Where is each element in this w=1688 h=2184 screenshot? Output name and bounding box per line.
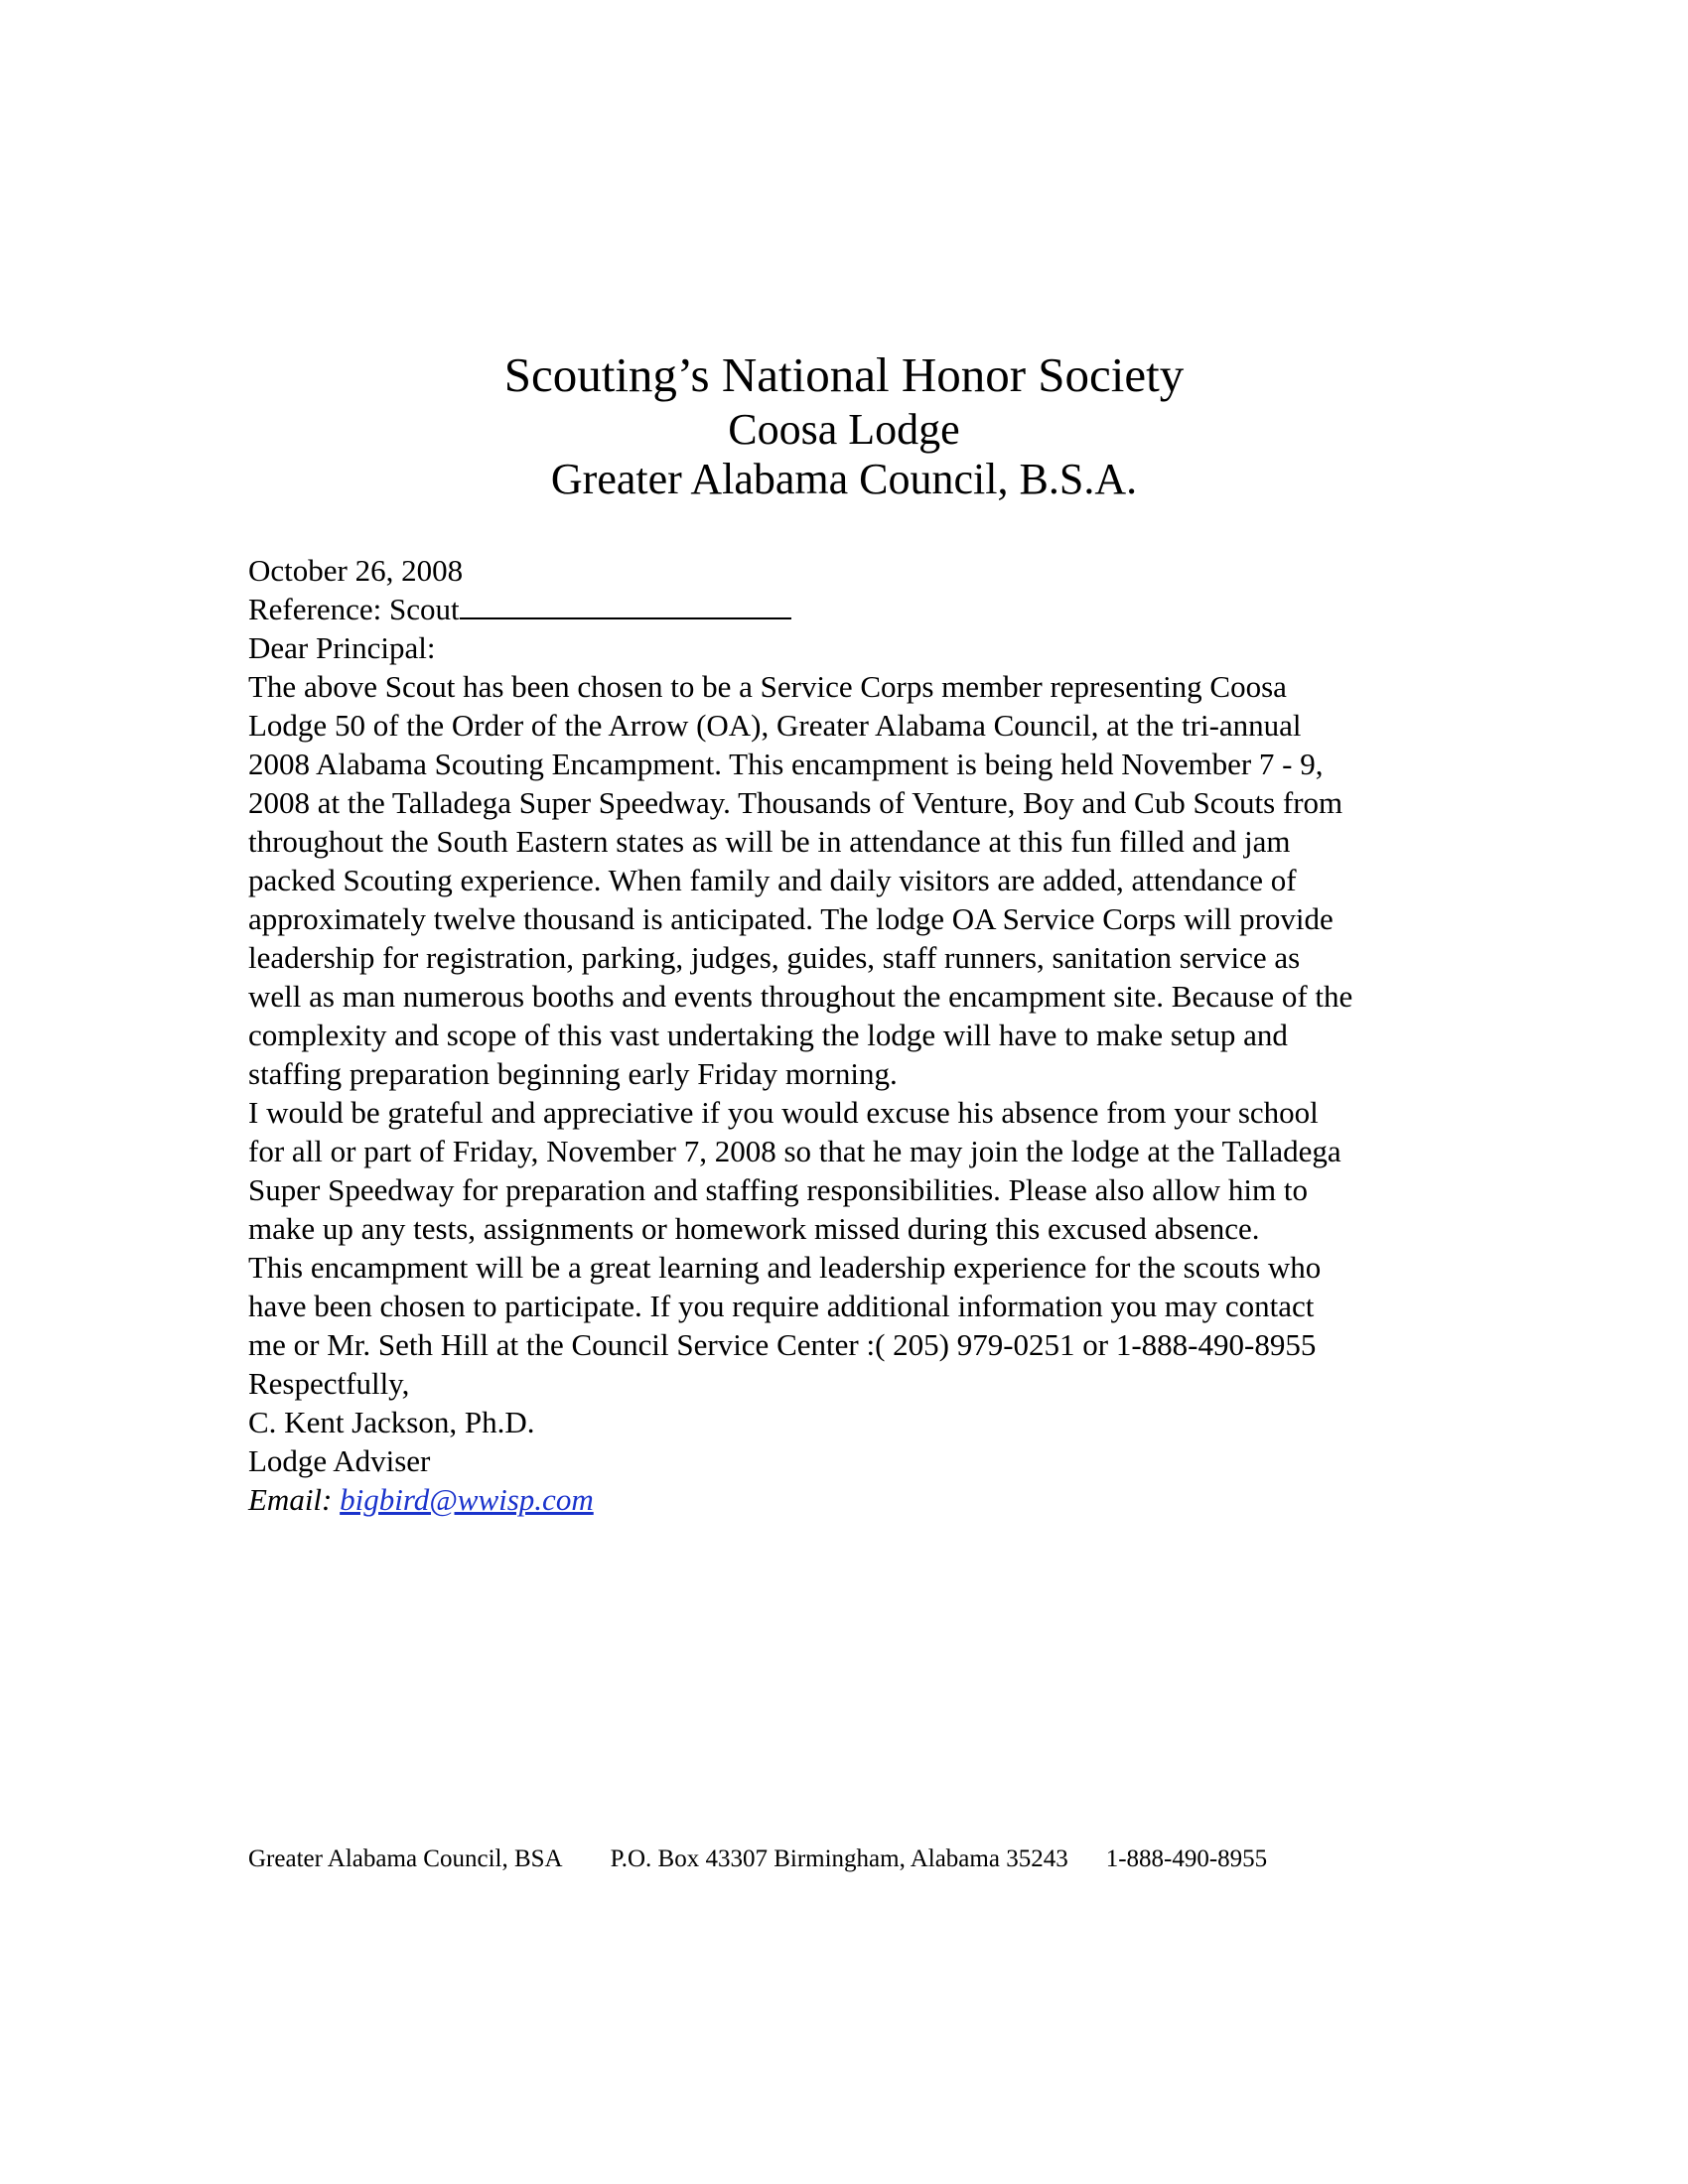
- signature-name: C. Kent Jackson, Ph.D.: [248, 1405, 535, 1439]
- paragraph-3-line: me or Mr. Seth Hill at the Council Service Center :( 205) 979-0251 or 1-888-490-8955: [248, 1327, 1317, 1362]
- reference-label: Reference: Scout: [248, 592, 460, 626]
- paragraph-1-line: staffing preparation beginning early Friday morning.: [248, 1056, 898, 1091]
- salutation: Dear Principal:: [248, 630, 436, 665]
- letterhead: [0, 345, 1688, 504]
- paragraph-1-line: 2008 Alabama Scouting Encampment. This encampment is being held November 7 - 9,: [248, 747, 1324, 781]
- paragraph-2-line: I would be grateful and appreciative if you would excuse his absence from your school: [248, 1095, 1319, 1130]
- paragraph-1-line: packed Scouting experience. When family and daily visitors are added, attendance of: [248, 863, 1297, 897]
- letterhead-council: Greater Alabama Council, B.S.A.: [550, 455, 1138, 503]
- paragraph-1-line: well as man numerous booths and events throughout the encampment site. Because of the: [248, 979, 1353, 1014]
- footer-address: P.O. Box 43307 Birmingham, Alabama 35243: [610, 1845, 1068, 1872]
- paragraph-1-line: The above Scout has been chosen to be a Service Corps member representing Coosa: [248, 669, 1287, 704]
- paragraph-1-line: approximately twelve thousand is anticipated. The lodge OA Service Corps will provide: [248, 901, 1334, 936]
- reference-line: [248, 590, 1460, 628]
- paragraph-2: [248, 1093, 1460, 1248]
- paragraph-1-line: throughout the South Eastern states as will be in attendance at this fun filled and jam: [248, 824, 1291, 859]
- paragraph-1-line: Lodge 50 of the Order of the Arrow (OA), Greater Alabama Council, at the tri-annual: [248, 708, 1302, 743]
- email-label: Email:: [248, 1482, 341, 1517]
- email-link[interactable]: bigbird@wwisp.com: [340, 1482, 594, 1517]
- paragraph-1: [248, 667, 1460, 1093]
- paragraph-3-line: This encampment will be a great learning and leadership experience for the scouts who: [248, 1250, 1322, 1285]
- signature-title: Lodge Adviser: [248, 1443, 431, 1478]
- paragraph-3: [248, 1248, 1460, 1364]
- paragraph-2-line: Super Speedway for preparation and staffing responsibilities. Please also allow him to: [248, 1172, 1308, 1207]
- letter-date: October 26, 2008: [248, 553, 464, 588]
- letter-body: [248, 551, 1460, 1519]
- paragraph-2-line: make up any tests, assignments or homework missed during this excused absence.: [248, 1211, 1260, 1246]
- scout-name-blank[interactable]: [460, 592, 791, 619]
- paragraph-1-line: 2008 at the Talladega Super Speedway. Thousands of Venture, Boy and Cub Scouts from: [248, 785, 1343, 820]
- paragraph-2-line: for all or part of Friday, November 7, 2008 so that he may join the lodge at the Talladega: [248, 1134, 1341, 1168]
- paragraph-1-line: leadership for registration, parking, judges, guides, staff runners, sanitation service as: [248, 940, 1301, 975]
- letterhead-lodge: Coosa Lodge: [728, 405, 960, 454]
- footer-org: Greater Alabama Council, BSA: [248, 1845, 563, 1872]
- footer-phone: 1-888-490-8955: [1105, 1845, 1268, 1872]
- paragraph-3-line: have been chosen to participate. If you require additional information you may contact: [248, 1289, 1315, 1323]
- signature-email: [248, 1480, 1460, 1519]
- paragraph-1-line: complexity and scope of this vast undertaking the lodge will have to make setup and: [248, 1018, 1288, 1052]
- letter-footer: [248, 1844, 1267, 1874]
- closing: Respectfully,: [248, 1366, 410, 1401]
- letterhead-title: Scouting’s National Honor Society: [503, 347, 1185, 402]
